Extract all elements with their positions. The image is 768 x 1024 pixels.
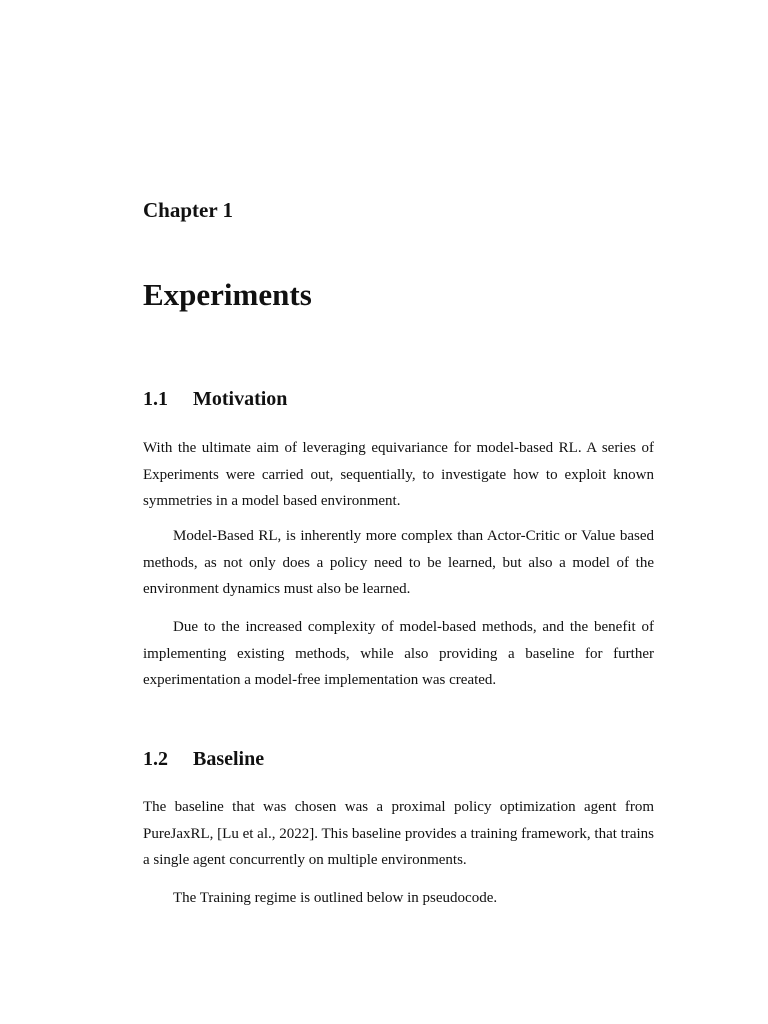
paragraph: The baseline that was chosen was a proximal policy optimization agent from PureJaxRL, [Lu et al., 2022]. This baseline provides a training framework, that trains a single agent concurrently on multiple environments. [143,799,654,868]
paragraph: Due to the increased complexity of model-based methods, and the benefit of implementing existing methods, while also providing a baseline for further experimentation a model-free implementation was created. [143,619,654,688]
chapter-title: Experiments [143,277,312,312]
paragraph: With the ultimate aim of leveraging equivariance for model-based RL. A series of Experiments were carried out, sequentially, to investigate how to exploit known symmetries in a model based environment. [143,440,654,509]
section-title: Baseline [193,748,265,770]
paragraph: Model-Based RL, is inherently more complex than Actor-Critic or Value based methods, as not only does a policy need to be learned, but also a model of the environment dynamics must also be learned. [143,528,654,597]
section-number: 1.2 [143,748,168,770]
section-title: Motivation [193,388,288,410]
paragraph: The Training regime is outlined below in pseudocode. [173,890,498,906]
section-heading-motivation [143,387,287,411]
section-number: 1.1 [143,388,168,410]
chapter-label: Chapter 1 [143,198,234,222]
section-heading-baseline [143,747,264,771]
